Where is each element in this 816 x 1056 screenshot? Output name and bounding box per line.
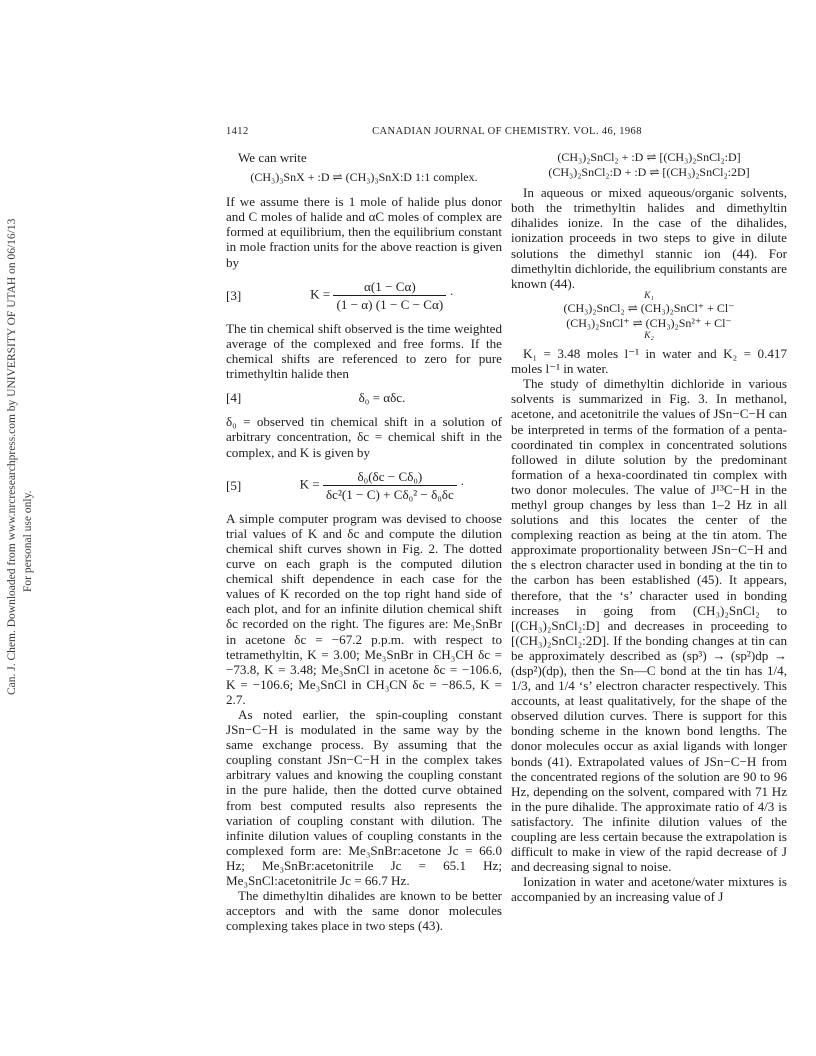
equation-number: [3] <box>226 287 242 303</box>
page-number: 1412 <box>226 126 249 137</box>
equation-number: [5] <box>226 477 242 493</box>
fraction <box>323 469 457 502</box>
paragraph: As noted earlier, the spin-coupling constant JSn−C−H is modulated in the same way by the same exchange process. By assuming that the coupling constant JSn−C−H in the complex takes arbitrary values and knowing the coupling constant in the pure halide, then the dotted curve obtained from best computed results also represents the variation of coupling constant with dilution. The infinite dilution values of coupling constants in the complexed form are: Me₃SnBr:acetone Jc = 66.0 Hz; Me₃SnBr:acetonitrile Jc = 65.1 Hz; Me₃SnCl:acetonitrile Jc = 66.7 Hz. <box>226 707 502 889</box>
equation-ionization-1: (CH₃)₂SnCl₂ ⇌ (CH₃)₂SnCl⁺ + Cl⁻ <box>563 300 735 315</box>
equation-ionization-2: (CH₃)₂SnCl⁺ ⇌ (CH₃)₂Sn²⁺ + Cl⁻ <box>566 315 732 330</box>
equation-body: δ₀ = αδc. <box>358 390 406 406</box>
numerator: δ₀(δc − Cδ₀) <box>323 469 457 486</box>
paragraph: Ionization in water and acetone/water mixtures is accompanied by an increasing value of J <box>511 874 787 905</box>
right-column <box>511 150 787 905</box>
download-watermark <box>4 218 40 700</box>
equation-1to1-complex: (CH₃)₃SnX + :D ⇌ (CH₃)₃SnX:D 1:1 complex. <box>250 170 478 185</box>
paragraph: K₁ = 3.48 moles l⁻¹ in water and K₂ = 0.417 moles l⁻¹ in water. <box>511 346 787 377</box>
equation-4 <box>226 390 502 405</box>
fraction <box>333 279 446 312</box>
equation-end: · <box>449 286 454 302</box>
equation-lhs: K = <box>299 476 320 492</box>
equation-lhs: K = <box>310 286 331 302</box>
equation-end: · <box>460 476 465 492</box>
paragraph: In aqueous or mixed aqueous/organic solvents, both the trimethyltin halides and dimethyltin dihalides ionize. In the case of the dihalides, ionization proceeds in two steps to give in dilute solutions the dimethyl stannic ion (44). For dimethyltin dichloride, the equilibrium constants are known (44). <box>511 185 787 291</box>
paragraph: The dimethyltin dihalides are known to be better acceptors and with the same donor molecules complexing takes place in two steps (43). <box>226 888 502 934</box>
paragraph: δ₀ = observed tin chemical shift in a solution of arbitrary concentration, δc = chemical shift in the complex, and K is given by <box>226 414 502 460</box>
equation-3 <box>226 279 502 312</box>
denominator: (1 − α) (1 − C − Cα) <box>336 296 444 312</box>
paragraph: If we assume there is 1 mole of halide plus donor and C moles of halide and αC moles of complex are formed at equilibrium, then the equilibrium constant in mole fraction units for the above reaction is given by <box>226 194 502 270</box>
paragraph: A simple computer program was devised to choose trial values of K and δc and compute the dilution chemical shift curves shown in Fig. 2. The dotted curve on each graph is the computed dilution chemical shift dependence in each case for the values of K recorded on the top right hand side of each plot, and for an infinite dilution chemical shift δc recorded on the right. The figures are: Me₃SnBr in acetone δc = −67.2 p.p.m. with respect to tetramethyltin, K = 3.00; Me₃SnBr in CH₃CH δc = −73.8, K = 3.48; Me₃SnCl in acetone δc = −106.6, K = −106.6; Me₃SnCl in CH₃CN δc = −86.5, K = 2.7. <box>226 510 502 707</box>
left-column <box>226 150 502 933</box>
paragraph: We can write <box>238 150 307 165</box>
numerator: α(1 − Cα) <box>333 279 446 296</box>
equation-second-step: (CH₃)₂SnCl₂:D + :D ⇌ [(CH₃)₂SnCl₂:2D] <box>548 165 750 180</box>
equation-5 <box>226 469 502 502</box>
equation-number: [4] <box>226 390 242 406</box>
equation-first-step: (CH₃)₂SnCl₂ + :D ⇌ [(CH₃)₂SnCl₂:D] <box>557 150 741 164</box>
k2-label: K₂ <box>644 331 654 342</box>
personal-use-notice: For personal use only. <box>22 490 34 592</box>
k1-label: K₁ <box>644 290 654 301</box>
paragraph: The study of dimethyltin dichloride in various solvents is summarized in Fig. 3. In methanol, acetone, and acetonitrile the values of JSn−C−H can be interpreted in terms of the formation of a penta-coordinated tin complex in concentrated solutions followed in dilute solution by the predominant formation of a hexa-coordinated tin complex with two donor molecules. The value of J¹³C−H in the methyl group changes by less than 1–2 Hz in all solutions and this locates the center of the complexing reaction as being at the tin atom. The approximate proportionality between JSn−C−H and the s electron character used in bonding at the tin to the carbon has been established (45). It appears, therefore, that the ‘s’ character used in bonding increases in going from (CH₃)₂SnCl₂ to [(CH₃)₂SnCl₂:D] and decreases in proceeding to [(CH₃)₂SnCl₂:2D]. If the bonding changes at tin can be approximately described as (sp³) → (sp²)dp → (dsp²)(dp), then the Sn—C bond at the tin has 1/4, 1/3, and 1/4 ‘s’ electron character respectively. This accounts, at least qualitatively, for the shape of the observed dilution curves. There is support for this bonding scheme in the known bond lengths. The donor molecules occur as axial ligands with longer bonds (41). Extrapolated values of JSn−C−H from the concentrated regions of the solution are 90 to 96 Hz, depending on the solvent, compared with 71 Hz in the pure dihalide. The approximate ratio of 4/3 is satisfactory. The infinite dilution values of the coupling are less certain because the extrapolation is difficult to make in view of the rapid decrease of J and decreasing signal to noise. <box>511 376 787 875</box>
journal-title: CANADIAN JOURNAL OF CHEMISTRY. VOL. 46, 1968 <box>372 126 642 137</box>
running-header <box>226 126 788 142</box>
denominator: δc²(1 − C) + Cδ₀² − δ₀δc <box>325 486 454 502</box>
paragraph: The tin chemical shift observed is the time weighted average of the complexed and free forms. If the chemical shifts are referenced to zero for pure trimethyltin halide then <box>226 320 502 382</box>
download-notice: Can. J. Chem. Downloaded from www.nrcresearchpress.com by UNIVERSITY OF UTAH on 06/16/13 <box>6 218 18 695</box>
